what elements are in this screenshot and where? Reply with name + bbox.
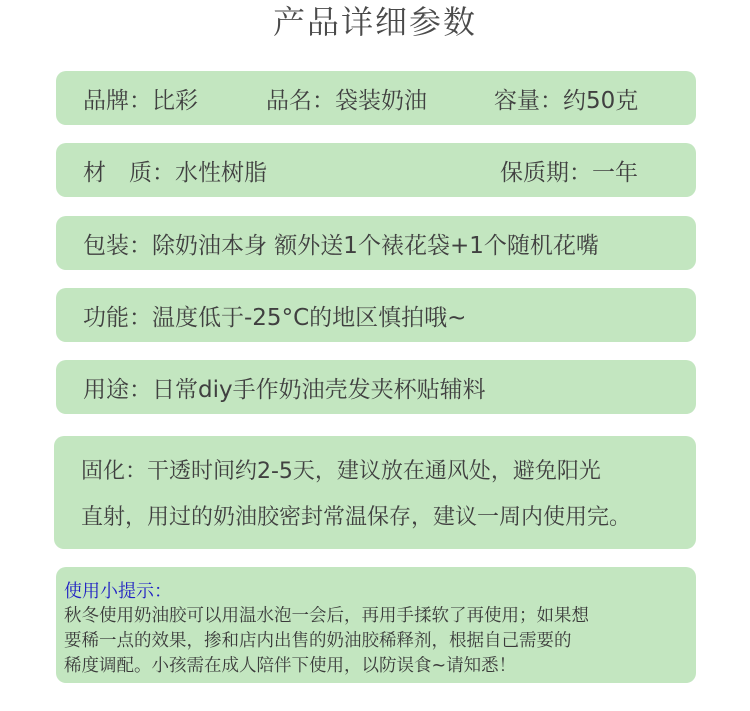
page-title: 产品详细参数	[272, 3, 477, 41]
package-text: 包装：除奶油本身 额外送1个裱花袋+1个随机花嘴	[83, 232, 599, 259]
function-text: 功能：温度低于-25°C的地区慎拍哦~	[83, 304, 467, 331]
usage-tips-line-1: 秋冬使用奶油胶可以用温水泡一会后，再用手揉软了再使用；如果想	[64, 606, 589, 626]
usage-tips-line-3: 稀度调配。小孩需在成人陪伴下使用，以防误食~请知悉！	[64, 656, 517, 676]
usage-tips-line-2: 要稀一点的效果，掺和店内出售的奶油胶稀释剂，根据自己需要的	[64, 631, 572, 651]
spec-row-material-shelf-life	[56, 143, 696, 197]
spec-row-package	[56, 216, 696, 270]
spec-row-curing	[54, 436, 696, 549]
spec-row-brand-name-capacity	[56, 71, 696, 125]
shelf-life-text: 保质期：一年	[500, 159, 638, 186]
usage-tips-panel	[56, 567, 696, 683]
spec-row-function	[56, 288, 696, 342]
curing-text-line-1: 固化：干透时间约2-5天，建议放在通风处，避免阳光	[81, 459, 601, 484]
capacity-text: 容量：约50克	[494, 87, 639, 114]
spec-row-usage	[56, 360, 696, 414]
usage-text: 用途：日常diy手作奶油壳发夹杯贴辅料	[83, 376, 486, 403]
usage-tips-heading: 使用小提示：	[64, 581, 172, 602]
curing-text-line-2: 直射，用过的奶油胶密封常温保存，建议一周内使用完。	[81, 505, 632, 530]
brand-text: 品牌：比彩	[83, 87, 198, 114]
material-text: 材 质：水性树脂	[83, 159, 267, 186]
product-name-text: 品名：袋装奶油	[266, 87, 427, 114]
